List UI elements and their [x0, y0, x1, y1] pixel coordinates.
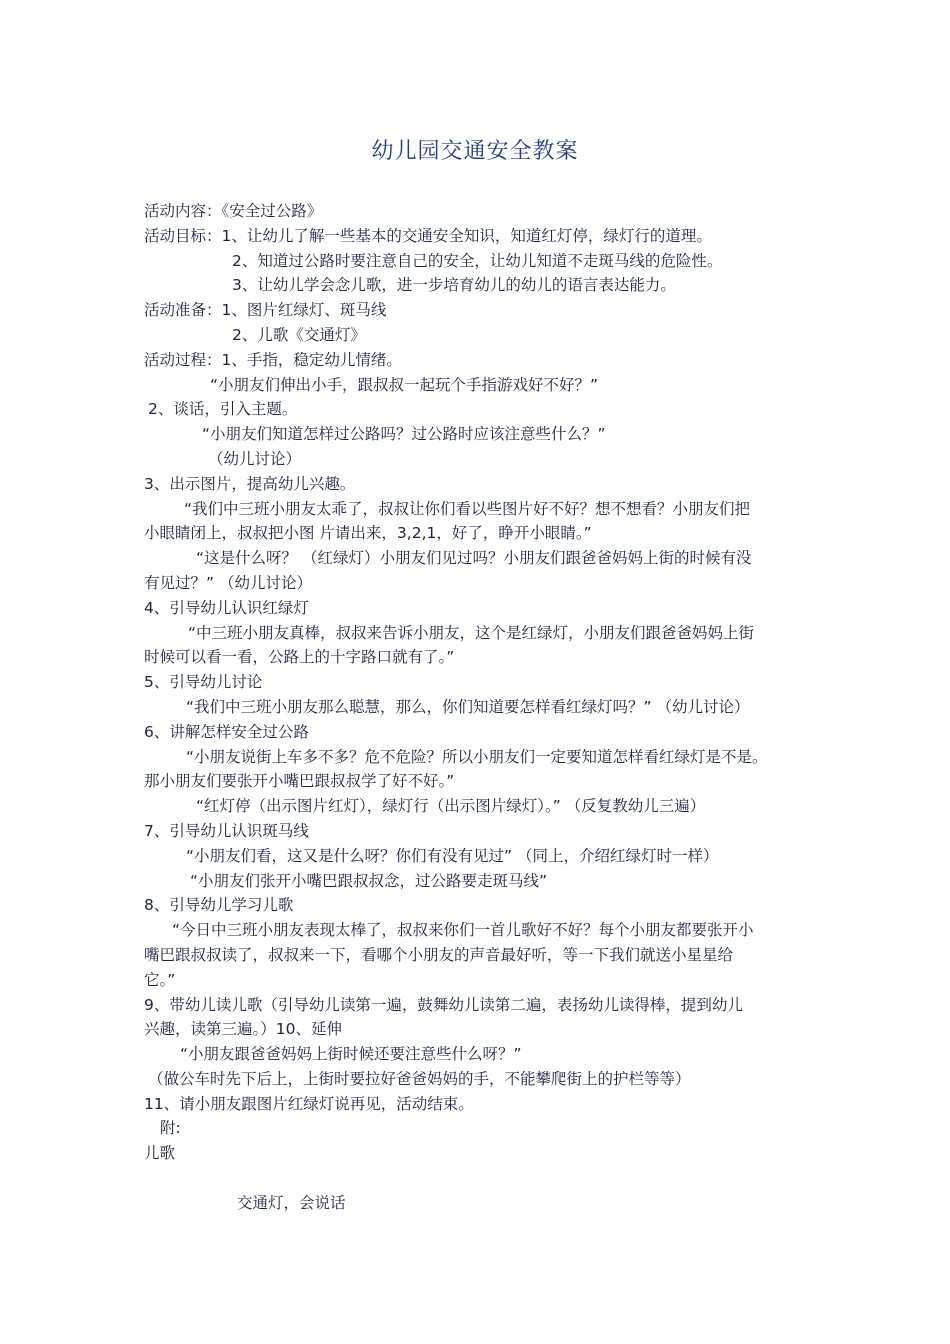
- text-line: “这是什么呀？ （红绿灯）小朋友们见过吗？小朋友们跟爸爸妈妈上街的时候有没: [196, 549, 752, 568]
- text-line: 嘴巴跟叔叔读了，叔叔来一下，看哪个小朋友的声音最好听，等一下我们就送小星星给: [144, 945, 734, 964]
- blank-line: [144, 1166, 824, 1191]
- text-line: 2、谈话，引入主题。: [148, 400, 298, 419]
- text-line: 活动内容：《安全过公路》: [144, 202, 323, 220]
- text-line: “小朋友们知道怎样过公路吗？过公路时应该注意些什么？”: [202, 425, 606, 444]
- text-line: 7、引导幼儿认识斑马线: [144, 821, 309, 840]
- text-line: “我们中三班小朋友那么聪慧，那么，你们知道要怎样看红绿灯吗？” （幼儿讨论）: [186, 697, 750, 716]
- text-line: 3、让幼儿学会念儿歌，进一步培育幼儿的幼儿的语言表达能力。: [232, 276, 676, 295]
- text-line: 它。”: [144, 970, 176, 989]
- text-line: 5、引导幼儿讨论: [144, 673, 263, 692]
- text-line: （幼儿讨论）: [208, 449, 302, 468]
- text-line: “小朋友说街上车多不多？危不危险？所以小朋友们一定要知道怎样看红绿灯是不是。: [186, 747, 768, 766]
- text-line: “小朋友们伸出小手，跟叔叔一起玩个手指游戏好不好？”: [210, 375, 599, 394]
- text-line: 活动过程：1、手指，稳定幼儿情绪。: [144, 350, 402, 369]
- text-line: 9、带幼儿读儿歌（引导幼儿读第一遍，鼓舞幼儿读第二遍，表扬幼儿读得棒，提到幼儿: [144, 995, 743, 1014]
- text-line: 那小朋友们要张开小嘴巴跟叔叔学了好不好。”: [144, 772, 455, 791]
- text-line: 有见过？” （幼儿讨论）: [144, 573, 312, 592]
- text-line: 交通灯，会说话: [237, 1193, 346, 1212]
- text-line: 儿歌: [144, 1144, 176, 1163]
- text-line: “小朋友们看，这又是什么呀？你们有没有见过” （同上，介绍红绿灯时一样）: [186, 846, 719, 865]
- text-line: “中三班小朋友真棒，叔叔来告诉小朋友，这个是红绿灯，小朋友们跟爸爸妈妈上街: [188, 623, 755, 642]
- text-line: 2、儿歌《交通灯》: [232, 325, 366, 344]
- text-line: 6、讲解怎样安全过公路: [144, 722, 309, 741]
- text-line: （做公车时先下后上，上街时要拉好爸爸妈妈的手，不能攀爬街上的护栏等等）: [148, 1069, 691, 1088]
- text-line: 时候可以看一看，公路上的十字路口就有了。”: [144, 648, 455, 667]
- document-body: [144, 199, 824, 1216]
- text-line: “今日中三班小朋友表现太棒了，叔叔来你们一首儿歌好不好？每个小朋友都要张开小: [172, 921, 754, 940]
- text-line: “红灯停（出示图片红灯），绿灯行（出示图片绿灯）。” （反复教幼儿三遍）: [196, 797, 706, 816]
- text-line: 活动目标：1、让幼儿了解一些基本的交通安全知识，知道红灯停，绿灯行的道理。: [144, 226, 712, 245]
- text-line: 兴趣，读第三遍。）10、延伸: [144, 1020, 342, 1039]
- text-line: “小朋友们张开小嘴巴跟叔叔念，过公路要走斑马线”: [190, 871, 548, 890]
- text-line: 4、引导幼儿认识红绿灯: [144, 598, 309, 617]
- text-line: 8、引导幼儿学习儿歌: [144, 896, 294, 915]
- text-line: 11、请小朋友跟图片红绿灯说再见，活动结束。: [144, 1094, 474, 1113]
- text-line: 3、出示图片，提高幼儿兴趣。: [144, 474, 356, 493]
- text-line: 小眼睛闭上，叔叔把小图 片请出来，3,2,1，好了，睁开小眼睛。”: [144, 524, 592, 543]
- document-title: 幼儿园交通安全教案: [371, 139, 579, 164]
- text-line: “我们中三班小朋友太乖了，叔叔让你们看以些图片好不好？想不想看？小朋友们把: [184, 499, 751, 518]
- text-line: “小朋友跟爸爸妈妈上街时候还要注意些什么呀？”: [180, 1045, 522, 1064]
- text-line: 附:: [160, 1119, 181, 1138]
- text-line: 活动准备：1、图片红绿灯、斑马线: [144, 301, 387, 320]
- text-line: 2、知道过公路时要注意自己的安全，让幼儿知道不走斑马线的危险性。: [232, 251, 723, 270]
